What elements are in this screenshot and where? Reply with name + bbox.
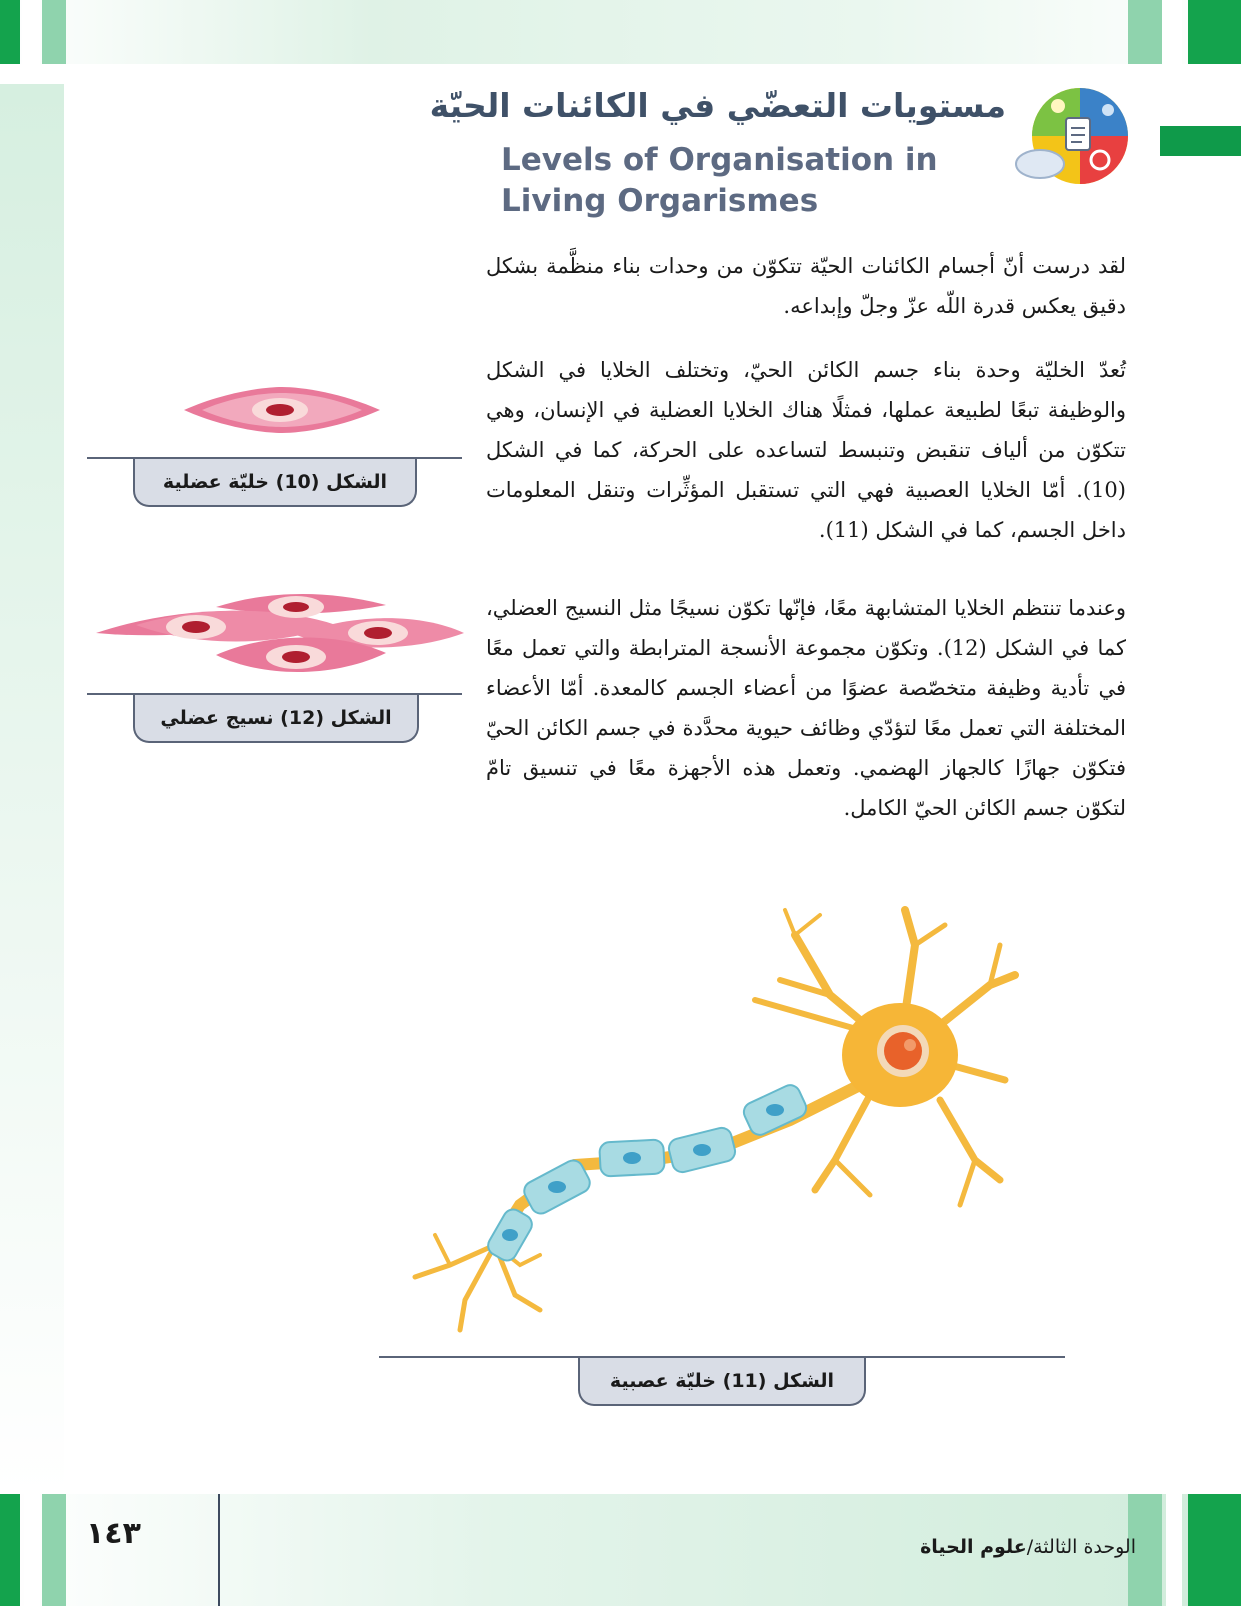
lesson-icon xyxy=(1010,84,1134,194)
page-title-english: Levels of Organisation in Living Orgarismes xyxy=(501,142,938,219)
fig11-caption: الشكل (11) خليّة عصبية xyxy=(578,1358,866,1406)
footer-unit xyxy=(920,1536,1136,1558)
fig10-caption: الشكل (10) خليّة عضلية xyxy=(133,459,417,507)
page-title-arabic: مستويات التعضّي في الكائنات الحيّة xyxy=(429,86,1006,125)
muscle-tissue-image xyxy=(96,585,466,685)
fig12-caption: الشكل (12) نسيج عضلي xyxy=(133,695,419,743)
side-band xyxy=(0,84,64,1494)
paragraph-2: تُعدّ الخليّة وحدة بناء جسم الكائن الحيّ، وتختلف الخلايا في الشكل والوظيفة تبعًا لطبيعة عملها، فمثلًا هناك الخلايا العضلية في الإنسان، وهي تتكوّن من ألياف تنقبض وتنبسط لتساعده على الحركة، كما في الشكل (10). أمّا الخلايا العصبية فهي التي تستقبل المؤثِّرات وتنقل المعلومات داخل الجسم، كما في الشكل (11). xyxy=(486,358,1126,542)
footer-subject: علوم الحياة xyxy=(920,1536,1027,1558)
footer-divider xyxy=(218,1494,220,1606)
neuron-image xyxy=(400,905,1020,1335)
section-tab xyxy=(1160,126,1241,156)
paragraph-3: وعندما تنتظم الخلايا المتشابهة معًا، فإنّها تكوّن نسيجًا مثل النسيج العضلي، كما في الشكل (12). وتكوّن مجموعة الأنسجة المترابطة والتي تعمل معًا في تأدية وظيفة متخصّصة عضوًا من أعضاء الجسم كالمعدة. أمّا الأعضاء المختلفة التي تعمل معًا لتؤدّي وظائف حيوية محدَّدة في جسم الكائن الحيّ فتكوّن جهازًا كالجهاز الهضمي. وتعمل هذه الأجهزة معًا في تنسيق تامّ لتكوّن جسم الكائن الحيّ الكامل. xyxy=(486,596,1126,820)
paragraph-1: لقد درست أنّ أجسام الكائنات الحيّة تتكوّن من وحدات بناء منظَّمة بشكل دقيق يعكس قدرة اللّه عزّ وجلّ وإبداعه. xyxy=(486,254,1126,318)
footer-unit-label: الوحدة الثالثة/ xyxy=(1026,1536,1136,1558)
page-number: ١٤٣ xyxy=(86,1516,141,1551)
muscle-cell-image xyxy=(182,385,382,435)
top-band xyxy=(0,0,1241,64)
